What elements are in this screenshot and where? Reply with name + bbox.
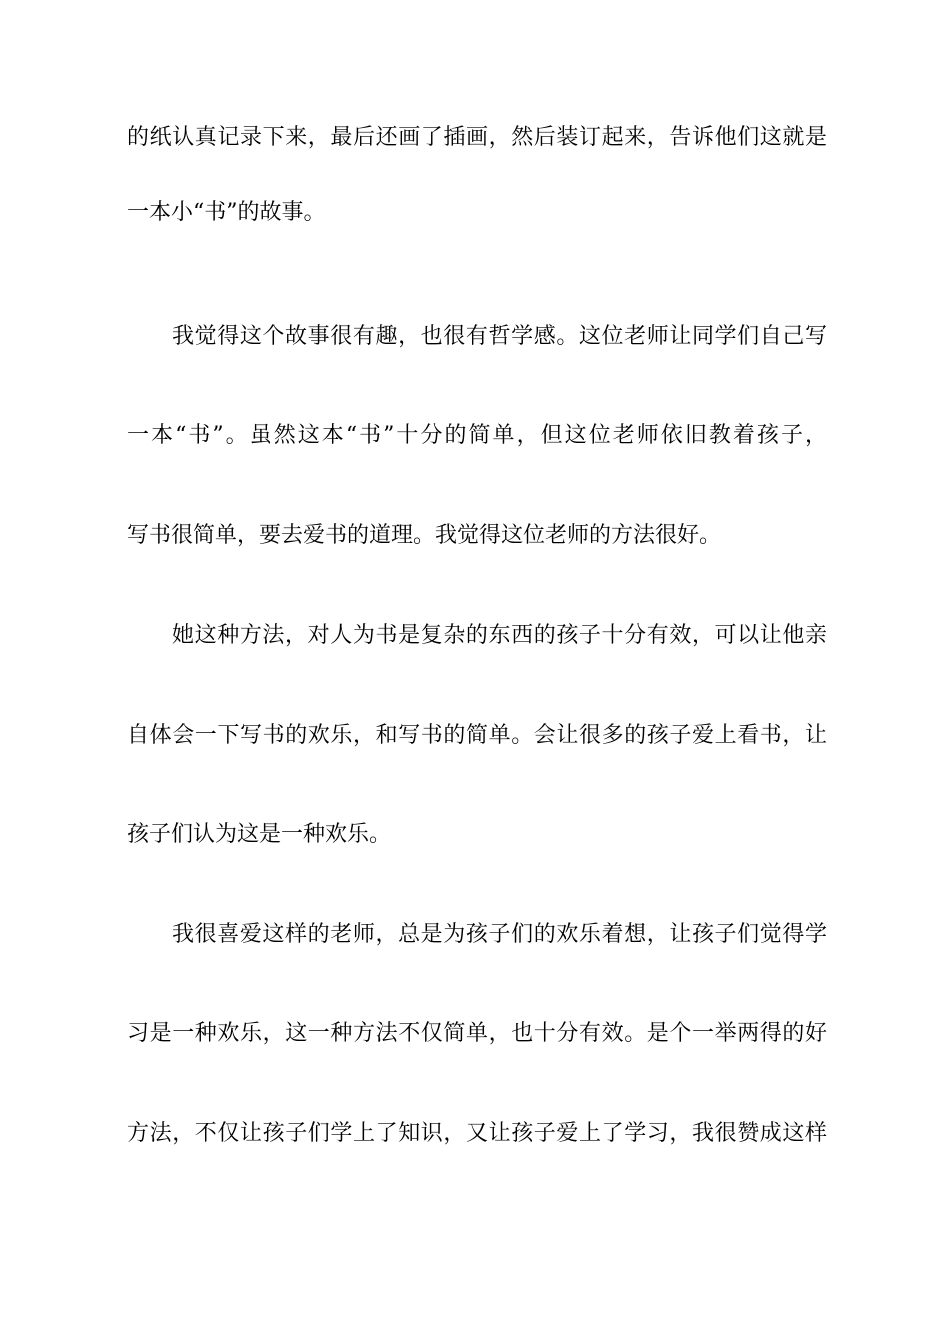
text-line: 写书很简单，要去爱书的道理。我觉得这位老师的方法很好。 [127, 523, 722, 548]
paragraph-first-line: 她这种方法，对人为书是复杂的东西的孩子十分有效，可以让他亲 [172, 623, 827, 648]
text-line: 习是一种欢乐，这一种方法不仅简单，也十分有效。是个一举两得的好 [127, 1021, 827, 1046]
text-line: 一本小“书”的故事。 [127, 200, 326, 225]
text-line: 一本“书”。虽然这本“书”十分的简单，但这位老师依旧教着孩子， [127, 423, 827, 448]
text-line: 方法，不仅让孩子们学上了知识，又让孩子爱上了学习，我很赞成这样 [127, 1121, 827, 1146]
text-line: 自体会一下写书的欢乐，和写书的简单。会让很多的孩子爱上看书，让 [127, 723, 827, 748]
paragraph-first-line: 我很喜爱这样的老师，总是为孩子们的欢乐着想，让孩子们觉得学 [172, 922, 827, 947]
text-line: 的纸认真记录下来，最后还画了插画，然后装订起来，告诉他们这就是 [127, 125, 827, 150]
text-line: 孩子们认为这是一种欢乐。 [127, 822, 392, 847]
paragraph-first-line: 我觉得这个故事很有趣，也很有哲学感。这位老师让同学们自己写 [172, 324, 827, 349]
